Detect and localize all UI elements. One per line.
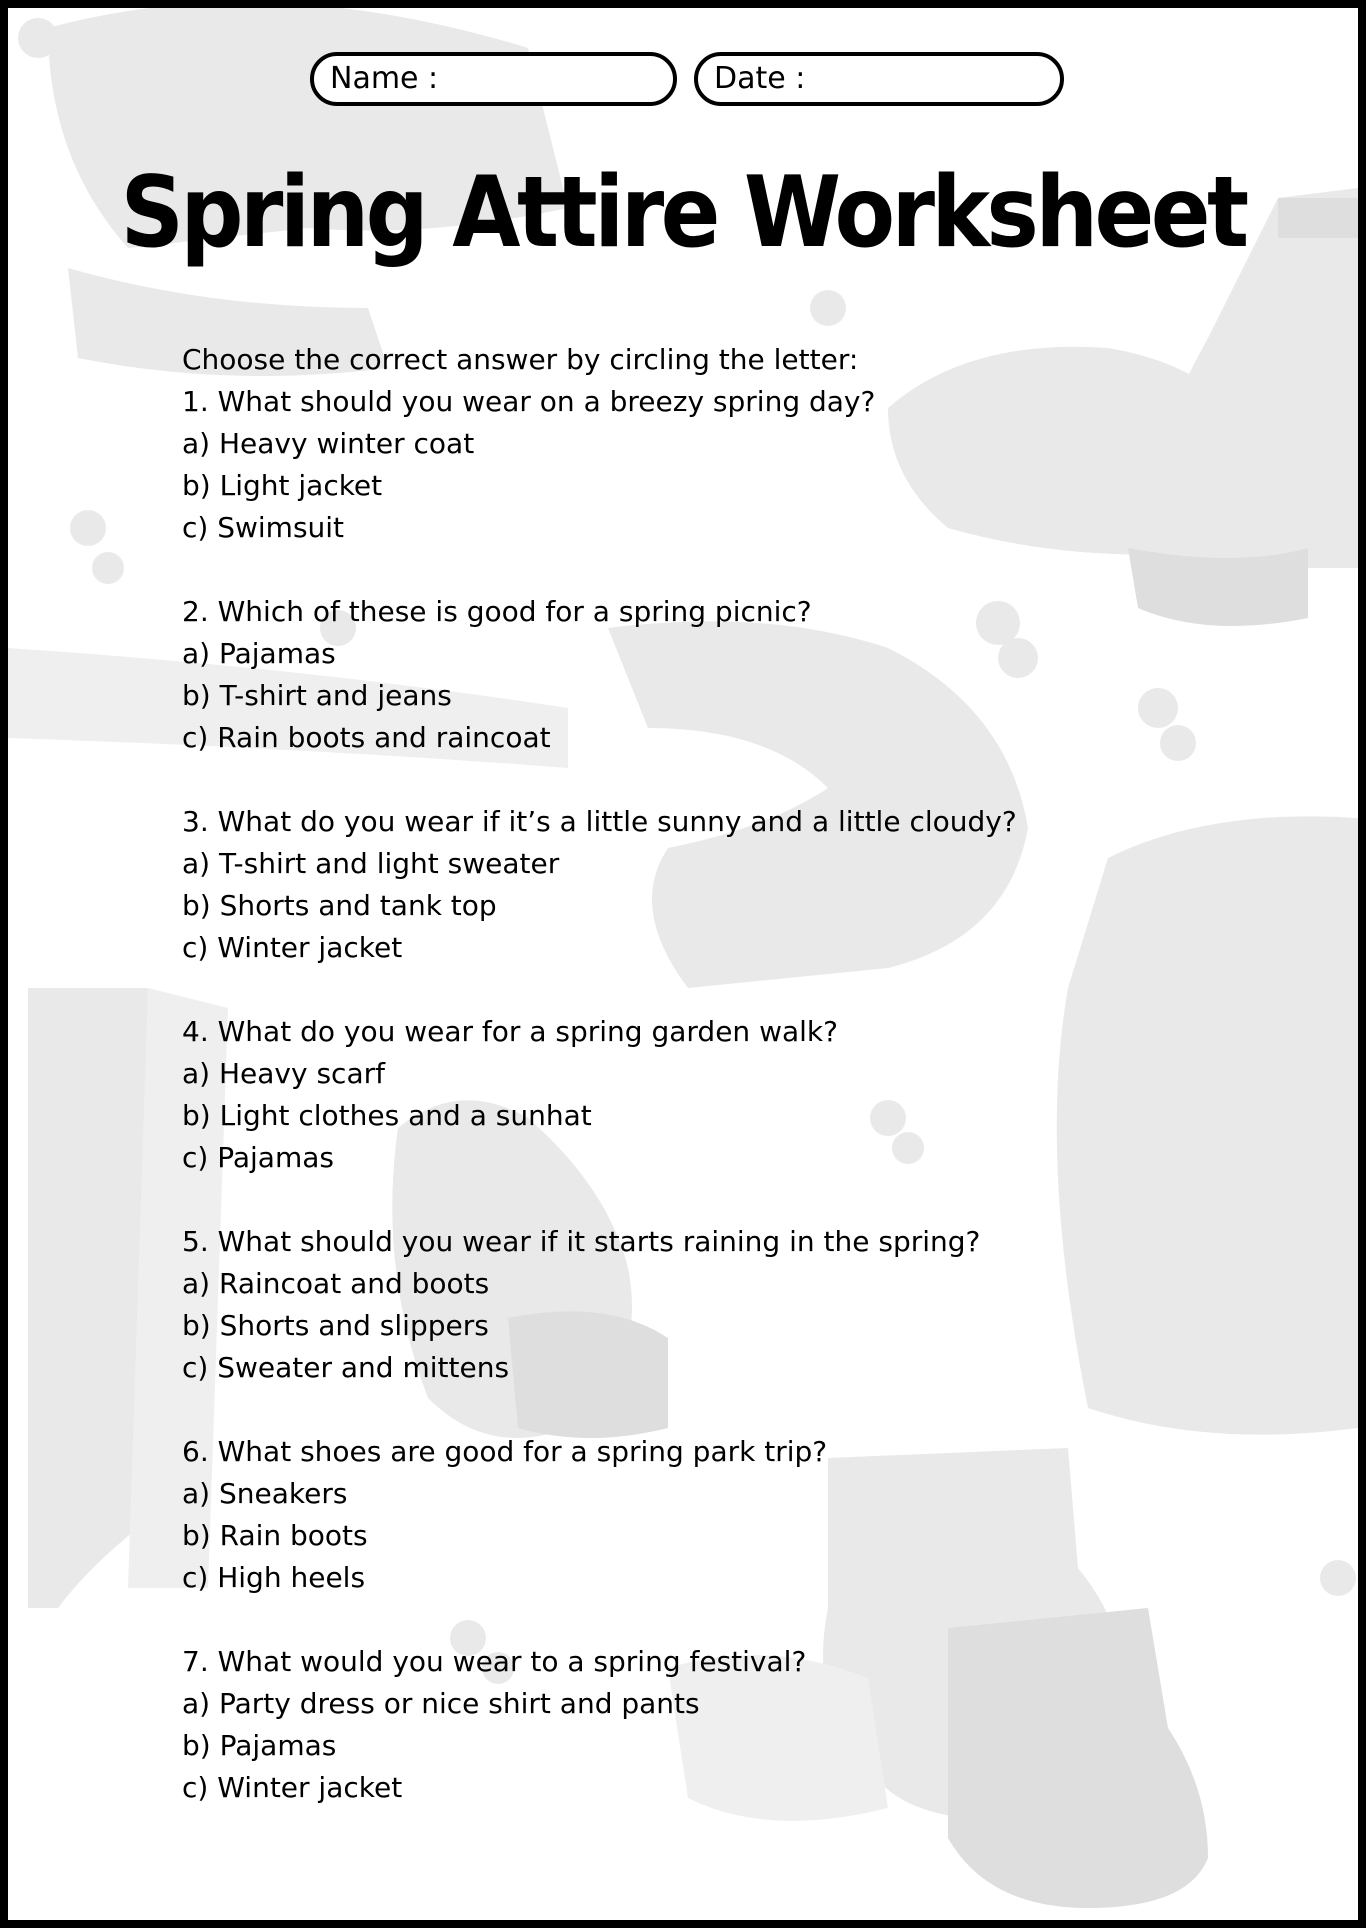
answer-option[interactable]: c) Pajamas [182,1141,334,1174]
name-label: Name : [330,61,439,96]
date-field[interactable] [694,52,1064,106]
answer-option[interactable]: a) Heavy scarf [182,1057,385,1090]
instructions: Choose the correct answer by circling the letter: [182,343,859,376]
question-block-1 [182,381,1302,549]
name-field[interactable] [310,52,677,106]
question-text: 6. What shoes are good for a spring park trip? [182,1435,828,1468]
question-text: 2. Which of these is good for a spring picnic? [182,595,812,628]
question-block-6 [182,1431,1302,1599]
question-block-7 [182,1641,1302,1809]
answer-option[interactable]: c) Winter jacket [182,931,403,964]
answer-option[interactable]: a) Party dress or nice shirt and pants [182,1687,700,1720]
answer-option[interactable]: a) Pajamas [182,637,336,670]
question-text: 5. What should you wear if it starts raining in the spring? [182,1225,981,1258]
answer-option[interactable]: b) Light jacket [182,469,383,502]
answer-option[interactable]: a) Raincoat and boots [182,1267,490,1300]
worksheet-content [182,339,1302,1851]
answer-option[interactable]: b) Shorts and tank top [182,889,497,922]
question-block-2 [182,591,1302,759]
date-label: Date : [714,61,806,96]
question-text: 4. What do you wear for a spring garden walk? [182,1015,838,1048]
answer-option[interactable]: c) Sweater and mittens [182,1351,510,1384]
answer-option[interactable]: b) Pajamas [182,1729,337,1762]
question-text: 1. What should you wear on a breezy spring day? [182,385,876,418]
answer-option[interactable]: c) Swimsuit [182,511,345,544]
answer-option[interactable]: b) Rain boots [182,1519,368,1552]
answer-option[interactable]: c) Winter jacket [182,1771,403,1804]
answer-option[interactable]: c) High heels [182,1561,366,1594]
page-title: Spring Attire Worksheet [120,156,1246,270]
question-block-5 [182,1221,1302,1389]
answer-option[interactable]: a) Sneakers [182,1477,348,1510]
answer-option[interactable]: a) Heavy winter coat [182,427,475,460]
answer-option[interactable]: c) Rain boots and raincoat [182,721,551,754]
question-text: 7. What would you wear to a spring festival? [182,1645,807,1678]
question-block-3 [182,801,1302,969]
question-text: 3. What do you wear if it’s a little sunny and a little cloudy? [182,805,1017,838]
question-block-4 [182,1011,1302,1179]
answer-option[interactable]: b) Shorts and slippers [182,1309,489,1342]
answer-option[interactable]: a) T-shirt and light sweater [182,847,560,880]
answer-option[interactable]: b) T-shirt and jeans [182,679,452,712]
answer-option[interactable]: b) Light clothes and a sunhat [182,1099,592,1132]
